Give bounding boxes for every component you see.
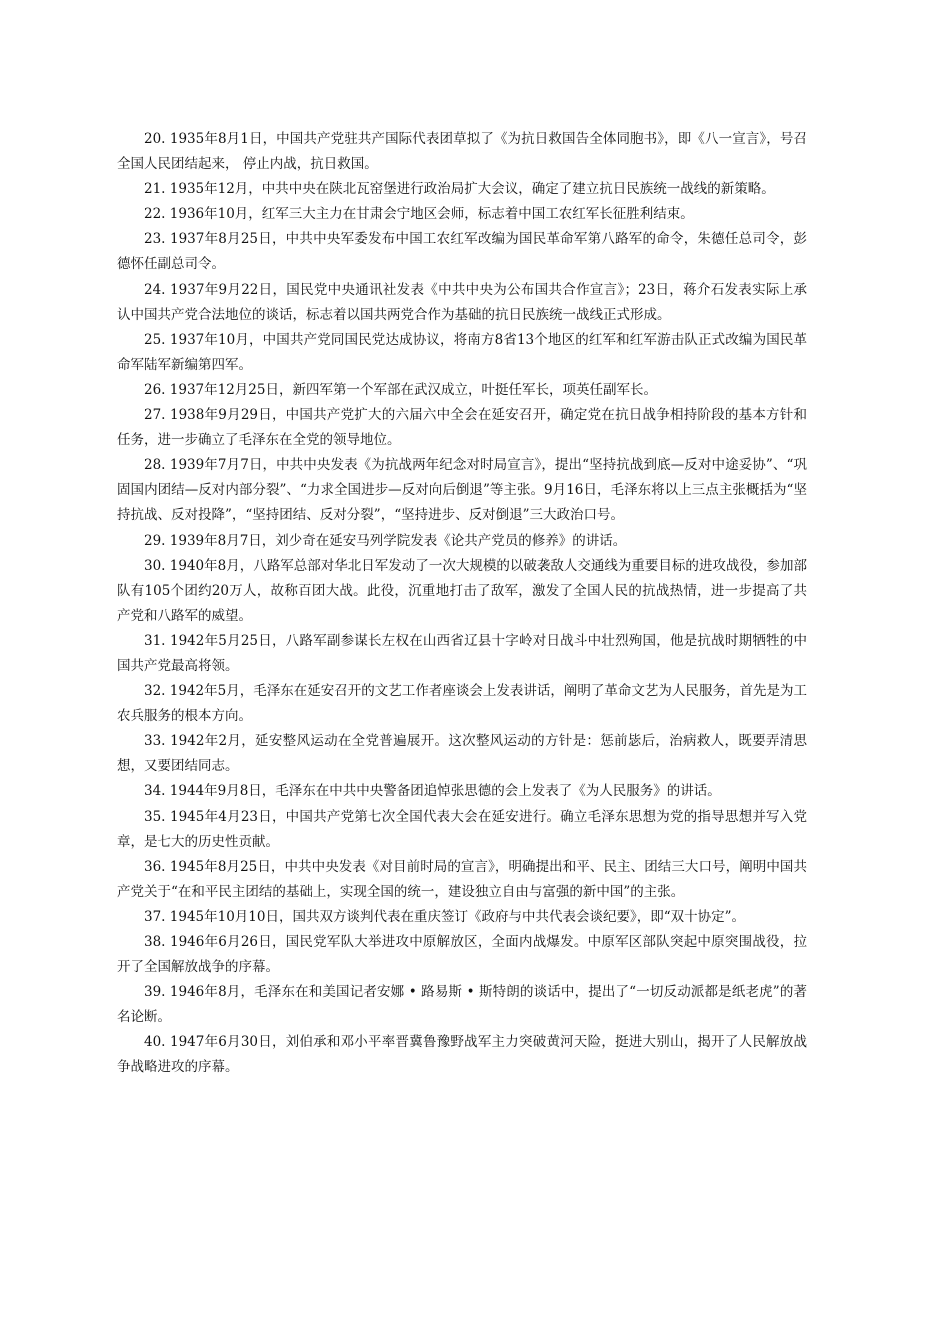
list-item: 29. 1939年8月7日，刘少奇在延安马列学院发表《论共产党员的修养》的讲话。 (144, 532, 627, 549)
list-item: 28. 1939年7月7日，中共中央发表《为抗战两年纪念对时局宣言》，提出“坚持抗战到底—反对中途妥协”、“巩固国内团结—反对内部分裂”、“力求全国进步—反对向后倒退”等主张。9月16日，毛泽东将以上三点主张概括为“坚持抗战、反对投降”，“坚持团结、反对分裂”，“坚持进步、反对倒退”三大政治口号。 (117, 457, 807, 524)
list-item: 37. 1945年10月10日，国共双方谈判代表在重庆签订《政府与中共代表会谈纪要》，即“双十协定”。 (144, 908, 746, 925)
list-item: 21. 1935年12月，中共中央在陕北瓦窑堡进行政治局扩大会议，确定了建立抗日民族统一战线的新策略。 (144, 181, 775, 198)
list-item: 23. 1937年8月25日，中共中央军委发布中国工农红军改编为国民革命军第八路军的命令，朱德任总司令，彭德怀任副总司令。 (117, 231, 807, 273)
list-item: 32. 1942年5月，毛泽东在延安召开的文艺工作者座谈会上发表讲话，阐明了革命文艺为人民服务，首先是为工农兵服务的根本方向。 (117, 683, 807, 725)
list-item: 35. 1945年4月23日，中国共产党第七次全国代表大会在延安进行。确立毛泽东思想为党的指导思想并写入党章，是七大的历史性贡献。 (117, 808, 807, 850)
list-item: 39. 1946年8月，毛泽东在和美国记者安娜 • 路易斯 • 斯特朗的谈话中，提出了“一切反动派都是纸老虎”的著名论断。 (117, 984, 807, 1026)
list-item: 30. 1940年8月，八路军总部对华北日军发动了一次大规模的以破袭敌人交通线为重要目标的进攻战役，参加部队有105个团约20万人，故称百团大战。此役，沉重地打击了敌军，激发了全国人民的抗战热情，进一步提高了共产党和八路军的威望。 (117, 557, 807, 624)
list-item: 25. 1937年10月，中国共产党同国民党达成协议，将南方8省13个地区的红军和红军游击队正式改编为国民革命军陆军新编第四军。 (117, 331, 807, 373)
list-item: 40. 1947年6月30日，刘伯承和邓小平率晋冀鲁豫野战军主力突破黄河天险，挺进大别山，揭开了人民解放战争战略进攻的序幕。 (117, 1034, 807, 1076)
list-item: 26. 1937年12月25日，新四军第一个军部在武汉成立，叶挺任军长，项英任副军长。 (144, 381, 657, 398)
list-item: 36. 1945年8月25日，中共中央发表《对目前时局的宣言》，明确提出和平、民主、团结三大口号，阐明中国共产党关于“在和平民主团结的基础上，实现全国的统一，建设独立自由与富强的新中国”的主张。 (117, 858, 807, 900)
document-body (117, 127, 807, 1081)
list-item: 24. 1937年9月22日，国民党中央通讯社发表《中共中央为公布国共合作宣言》；23日，蒋介石发表实际上承认中国共产党合法地位的谈话，标志着以国共两党合作为基础的抗日民族统一战线正式形成。 (117, 281, 807, 323)
list-item: 20. 1935年8月1日，中国共产党驻共产国际代表团草拟了《为抗日救国告全体同胞书》，即《八一宣言》，号召全国人民团结起来， 停止内战，抗日救国。 (117, 131, 807, 173)
list-item: 31. 1942年5月25日，八路军副参谋长左权在山西省辽县十字岭对日战斗中壮烈殉国，他是抗战时期牺牲的中国共产党最高将领。 (117, 632, 807, 674)
list-item: 22. 1936年10月，红军三大主力在甘肃会宁地区会师，标志着中国工农红军长征胜利结束。 (144, 206, 694, 223)
list-item: 34. 1944年9月8日，毛泽东在中共中央警备团追悼张思德的会上发表了《为人民服务》的讲话。 (144, 783, 721, 800)
list-item: 27. 1938年9月29日，中国共产党扩大的六届六中全会在延安召开，确定党在抗日战争相持阶段的基本方针和任务，进一步确立了毛泽东在全党的领导地位。 (117, 407, 807, 449)
list-item: 33. 1942年2月，延安整风运动在全党普遍展开。这次整风运动的方针是：惩前毖后，治病救人，既要弄清思想，又要团结同志。 (117, 733, 807, 775)
list-item: 38. 1946年6月26日，国民党军队大举进攻中原解放区，全面内战爆发。中原军区部队突起中原突围战役，拉开了全国解放战争的序幕。 (117, 934, 807, 976)
